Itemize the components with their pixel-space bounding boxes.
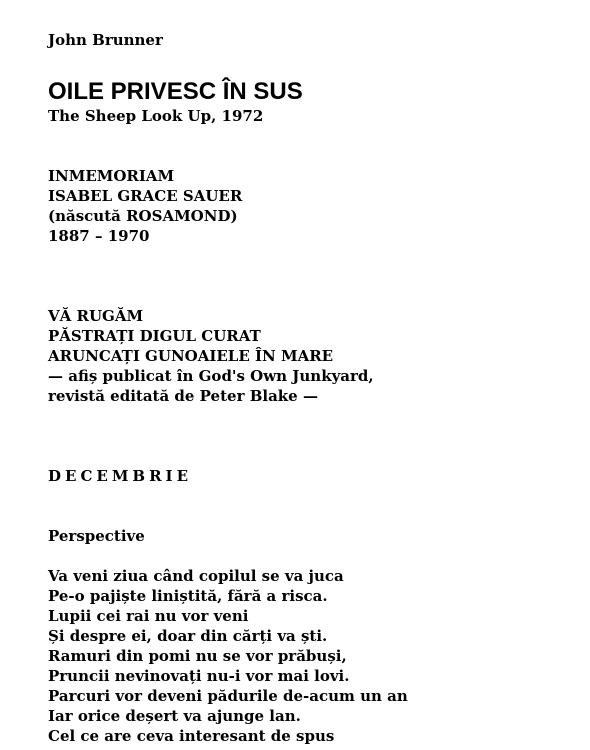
poem-block	[48, 566, 568, 746]
epigraph-line: VĂ RUGĂM	[48, 307, 144, 325]
epigraph-line: — afiș publicat în God's Own Junkyard,	[48, 367, 374, 385]
book-subtitle: The Sheep Look Up, 1972	[48, 107, 264, 125]
poem-line: Pe-o pajiște liniștită, fără a risca.	[48, 587, 328, 605]
poem-line: Și despre ei, doar din cărți va ști.	[48, 627, 328, 645]
epigraph-block	[48, 306, 568, 406]
epigraph-line: ARUNCAȚI GUNOAIELE ÎN MARE	[48, 347, 334, 365]
poem-line: Iar orice deșert va ajunge lan.	[48, 707, 301, 725]
poem-line: Parcuri vor deveni pădurile de-acum un an	[48, 687, 408, 705]
epigraph-line: PĂSTRAȚI DIGUL CURAT	[48, 327, 261, 345]
poem-line: Va veni ziua când copilul se va juca	[48, 567, 344, 585]
document-page	[48, 30, 568, 746]
epigraph-line: revistă editată de Peter Blake —	[48, 387, 318, 405]
author-name: John Brunner	[48, 31, 163, 49]
book-title: OILE PRIVESC ÎN SUS	[48, 78, 303, 105]
month-heading: DECEMBRIE	[48, 467, 193, 485]
poem-line: Ramuri din pomi nu se vor prăbuși,	[48, 647, 347, 665]
poem-line: Lupii cei rai nu vor veni	[48, 607, 249, 625]
poem-line: Pruncii nevinovați nu-i vor mai lovi.	[48, 667, 350, 685]
dedication-block	[48, 166, 568, 246]
dedication-line: (născută ROSAMOND)	[48, 207, 238, 225]
poem-line: Cel ce are ceva interesant de spus	[48, 727, 335, 745]
dedication-line: 1887 – 1970	[48, 227, 150, 245]
dedication-line: ISABEL GRACE SAUER	[48, 187, 243, 205]
dedication-line: INMEMORIAM	[48, 167, 175, 185]
section-title: Perspective	[48, 527, 145, 545]
